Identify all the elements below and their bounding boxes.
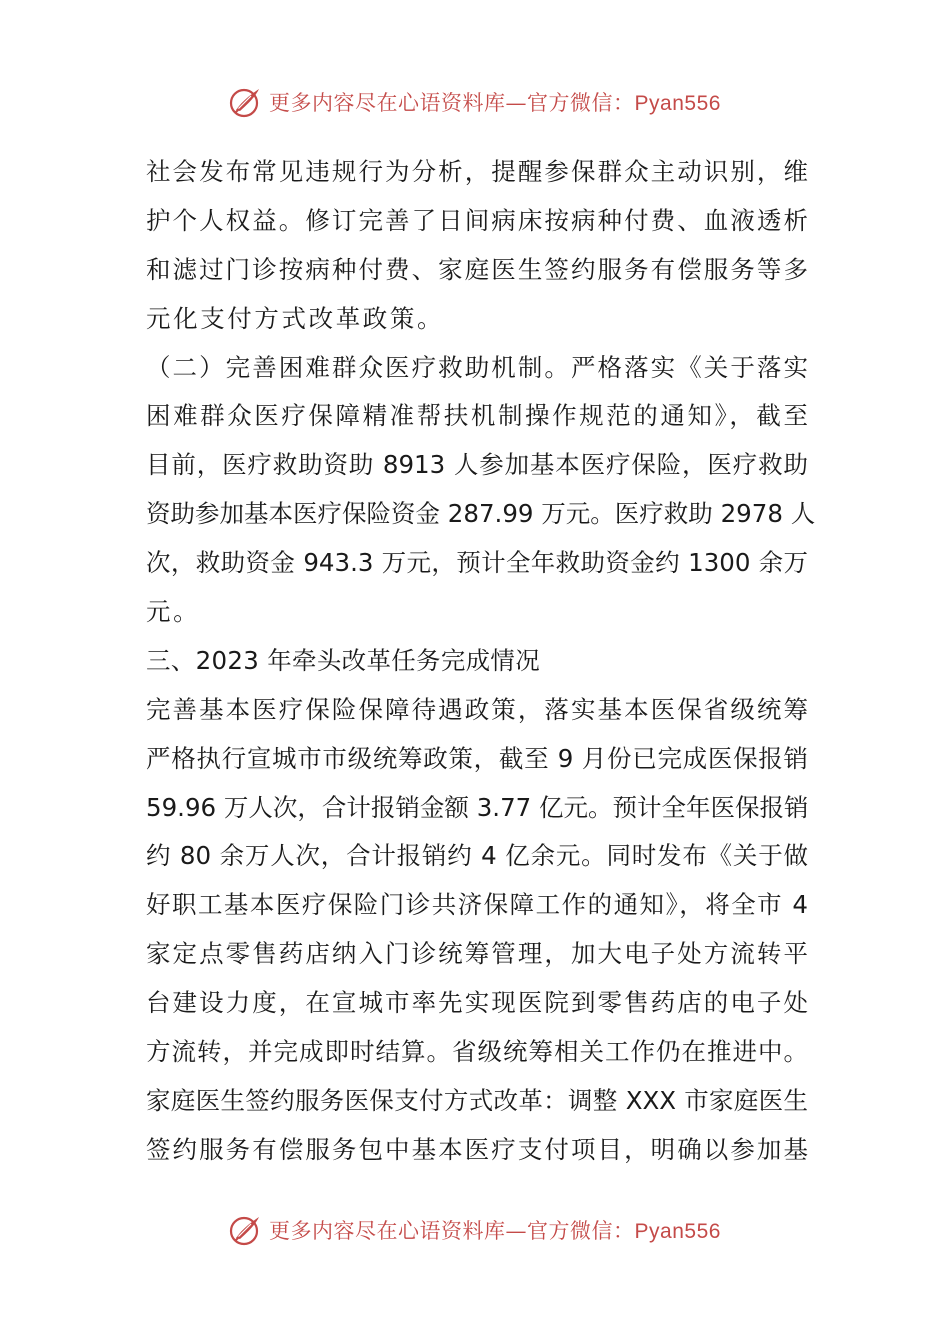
body-line: 家定点零售药店纳入门诊统筹管理，加大电子处方流转平 [146,939,808,969]
body-line: 社会发布常见违规行为分析，提醒参保群众主动识别，维 [146,157,808,186]
body-line: 目前，医疗救助资助 8913 人参加基本医疗保险，医疗救助 [146,450,808,480]
body-line: 元化支付方式改革政策。 [146,303,445,333]
wechat-handle: Pyan556 [634,92,721,115]
wechat-handle: Pyan556 [634,1220,721,1243]
section-heading-line: （二）完善困难群众医疗救助机制。严格落实《关于落实 [146,352,808,382]
body-line: 59.96 万人次，合计报销金额 3.77 亿元。预计全年医保报销 [146,792,809,822]
body-line: 次，救助资金 943.3 万元，预计全年救助资金约 1300 余万 [146,548,808,578]
body-line: 困难群众医疗保障精准帮扶机制操作规范的通知》，截至 [146,401,808,431]
quill-logo-icon [229,1213,263,1247]
footer-watermark-banner [0,1210,950,1250]
header-watermark-banner [0,82,950,122]
body-line: 元。 [146,597,201,627]
body-line: 护个人权益。修订完善了日间病床按病种付费、血液透析 [146,205,808,235]
body-line: 家庭医生签约服务医保支付方式改革：调整 XXX 市家庭医生 [146,1085,808,1115]
body-line: 和滤过门诊按病种付费、家庭医生签约服务有偿服务等多 [146,254,808,284]
banner-text: 更多内容尽在心语资料库—官方微信：Pyan556 [269,1219,721,1243]
body-line: 完善基本医疗保险保障待遇政策，落实基本医保省级统筹 [146,694,808,724]
quill-logo-icon [229,85,263,119]
body-line: 好职工基本医疗保险门诊共济保障工作的通知》，将全市 4 [146,890,808,920]
banner-text: 更多内容尽在心语资料库—官方微信：Pyan556 [269,91,721,115]
body-line: 资助参加基本医疗保险资金 287.99 万元。医疗救助 2978 人 [146,499,816,529]
body-line: 台建设力度，在宣城市率先实现医院到零售药店的电子处 [146,988,808,1018]
body-line: 约 80 余万人次，合计报销约 4 亿余元。同时发布《关于做 [146,841,808,871]
section-heading-line: 三、2023 年牵头改革任务完成情况 [146,645,541,675]
body-line: 方流转，并完成即时结算。省级统筹相关工作仍在推进中。 [146,1037,808,1067]
document-body [146,148,816,1175]
body-line: 严格执行宣城市市级统筹政策，截至 9 月份已完成医保报销 [146,743,808,773]
body-line: 签约服务有偿服务包中基本医疗支付项目，明确以参加基 [146,1134,808,1164]
